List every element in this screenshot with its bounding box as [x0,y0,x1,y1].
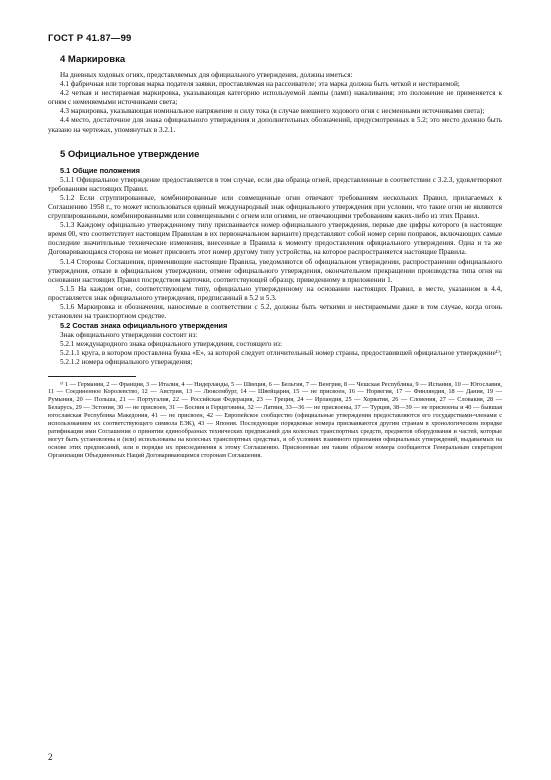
section-5-heading: 5 Официальное утверждение [60,148,200,160]
section-4-heading: 4 Маркировка [60,54,126,65]
paragraph-5-1-3: 5.1.3 Каждому официально утвержденному типу присваивается номер официального утверждения, первые две цифры которого (в настоящее время 00, что соответствует настоящим Правилам в их первоначальном варианте) представляют собой номер серии поправок, включающих самые последние значительные технические изменения, внесенные в Правила к моменту предоставления официального утверждения. Одна и та же Договаривающаяся сторона не может присвоить этот номер другому типу устройства, на которое распространяется настоящие Правила. [48,221,502,257]
subsection-5-1-heading: 5.1 Общие положения [60,165,140,175]
page-content [48,54,502,460]
paragraph-5-1-1: 5.1.1 Официальное утверждение предоставляется в том случае, если два образца огней, представленные в соответствии с 3.2.3, удовлетворяют требованиям настоящих Правил. [48,175,502,193]
footnote-divider [48,376,136,377]
paragraph-4-3: 4.3 маркировка, указывающая номинальное напряжение и силу тока (в случае внешнего ходового огня с несменными источниками света); [60,107,485,116]
paragraph-5-2-1: 5.2.1 международного знака официального утверждения, состоящего из: [60,340,282,349]
paragraph-4-2: 4.2 четкая и нестираемая маркировка, указывающая категорию используемой лампы (ламп) накаливания; это положение не применяется к огням с неменяемыми источниками света; [48,89,502,107]
page-number: 2 [48,752,53,762]
paragraph-5-2-1-1: 5.2.1.1 круга, в котором проставлена буква «Е», за которой следует отличительный номер страны, предоставившей официальное утверждение¹⁾; [60,349,502,358]
paragraph-5-1-5: 5.1.5 На каждом огне, соответствующем типу, официально утвержденному на основании настоящих Правил, в месте, указанном в 4.4, проставляется знак официального утверждения, предписанный в 5.2 и 5.3. [48,284,502,302]
subsection-5-2-heading: 5.2 Состав знака официального утверждения [60,321,228,331]
document-header: ГОСТ Р 41.87—99 [48,33,132,44]
paragraph-4-4: 4.4 место, достаточное для знака официального утверждения и дополнительных обозначений, предусмотренных в 5.2; это место должно быть указано на чертежах, упомянутых в 3.2.1. [48,116,502,134]
paragraph-5-2-1-2: 5.2.1.2 номера официального утверждения; [60,358,193,367]
paragraph-4-intro: На дневных ходовых огнях, представляемых для официального утверждения, должны иметься: [60,71,353,79]
paragraph-5-2: Знак официального утверждения состоит из: [60,331,198,340]
paragraph-4-1: 4.1 фабричная или торговая марка подателя заявки, проставляемая на рассеивателе; эта марка должна быть четкой и нестираемой; [60,80,460,89]
paragraph-5-1-2: 5.1.2 Если сгруппированные, комбинированные или совмещенные огни отвечают требованиям нескольких Правил, прилагаемых к Соглашению 1958 г., то может использоваться единый международный знак официального утверждения при условии, что такие огни не являются сгруппированными, комбинированными или совмещенными с огнем или огнями, не отвечающими требованиям каких-либо из этих Правил. [48,193,502,221]
paragraph-5-1-6: 5.1.6 Маркировка и обозначения, наносимые в соответствии с 5.2, должны быть четкими и нестираемыми даже в том случае, когда огонь установлен на транспортном средстве. [48,302,502,321]
paragraph-5-1-4: 5.1.4 Стороны Соглашения, применяющие настоящие Правила, уведомляются об официальном утверждении, распространении официального утверждения, отказе в официальном утверждении, отмене официального утверждения, окончательном прекращении производства типа огня на основании настоящих Правил посредством карточки, соответствующей образцу, приведенному в приложении 1. [48,257,502,284]
footnote-country-codes: ¹⁾ 1 — Германия, 2 — Франция, 3 — Италия, 4 — Нидерланды, 5 — Швеция, 6 — Бельгия, 7 — Венгрия, 8 — Чешская Республика, 9 — Испания, 10 — Югославия, 11 — Соединенное Королевство, 12 — Австрия, 13 — Люксембург, 14 — Швейцария, 15 — не присвоен, 16 — Норвегия, 17 — Финляндия, 18 — Дания, 19 — Румыния, 20 — Польша, 21 — Португалия, 22 — Российская Федерация, 23 — Греция, 24 — Ирландия, 25 — Хорватия, 26 — Словения, 27 — Словакия, 28 — Беларусь, 29 — Эстония, 30 — не присвоен, 31 — Босния и Герцеговина, 32 — Латвия, 33—36 — не присвоены, 37 — Турция, 38—39 — не присвоены и 40 — бывшая югославская Республика Македония, 41 — не присвоен, 42 — Европейское сообщество (официальные утверждения предоставляются его государствами-членами с использованием их соответствующего символа ЕЭК), 43 — Япония. Последующие порядковые номера присваиваются другим странам в хронологическом порядке ратификации ими Соглашения о принятии единообразных технических предписаний для колесных транспортных средств, предметов оборудования и частей, которые могут быть установлены и (или) использованы на колесных транспортных средствах, и об условиях взаимного признания официальных утверждений, выдаваемых на основе этих предписаний, или в порядке их присоединения к этому Соглашению. Присвоенные им таким образом номера сообщаются Генеральным секретарем Организации Объединенных Наций Договаривающимся сторонам Соглашения. [48,380,502,459]
